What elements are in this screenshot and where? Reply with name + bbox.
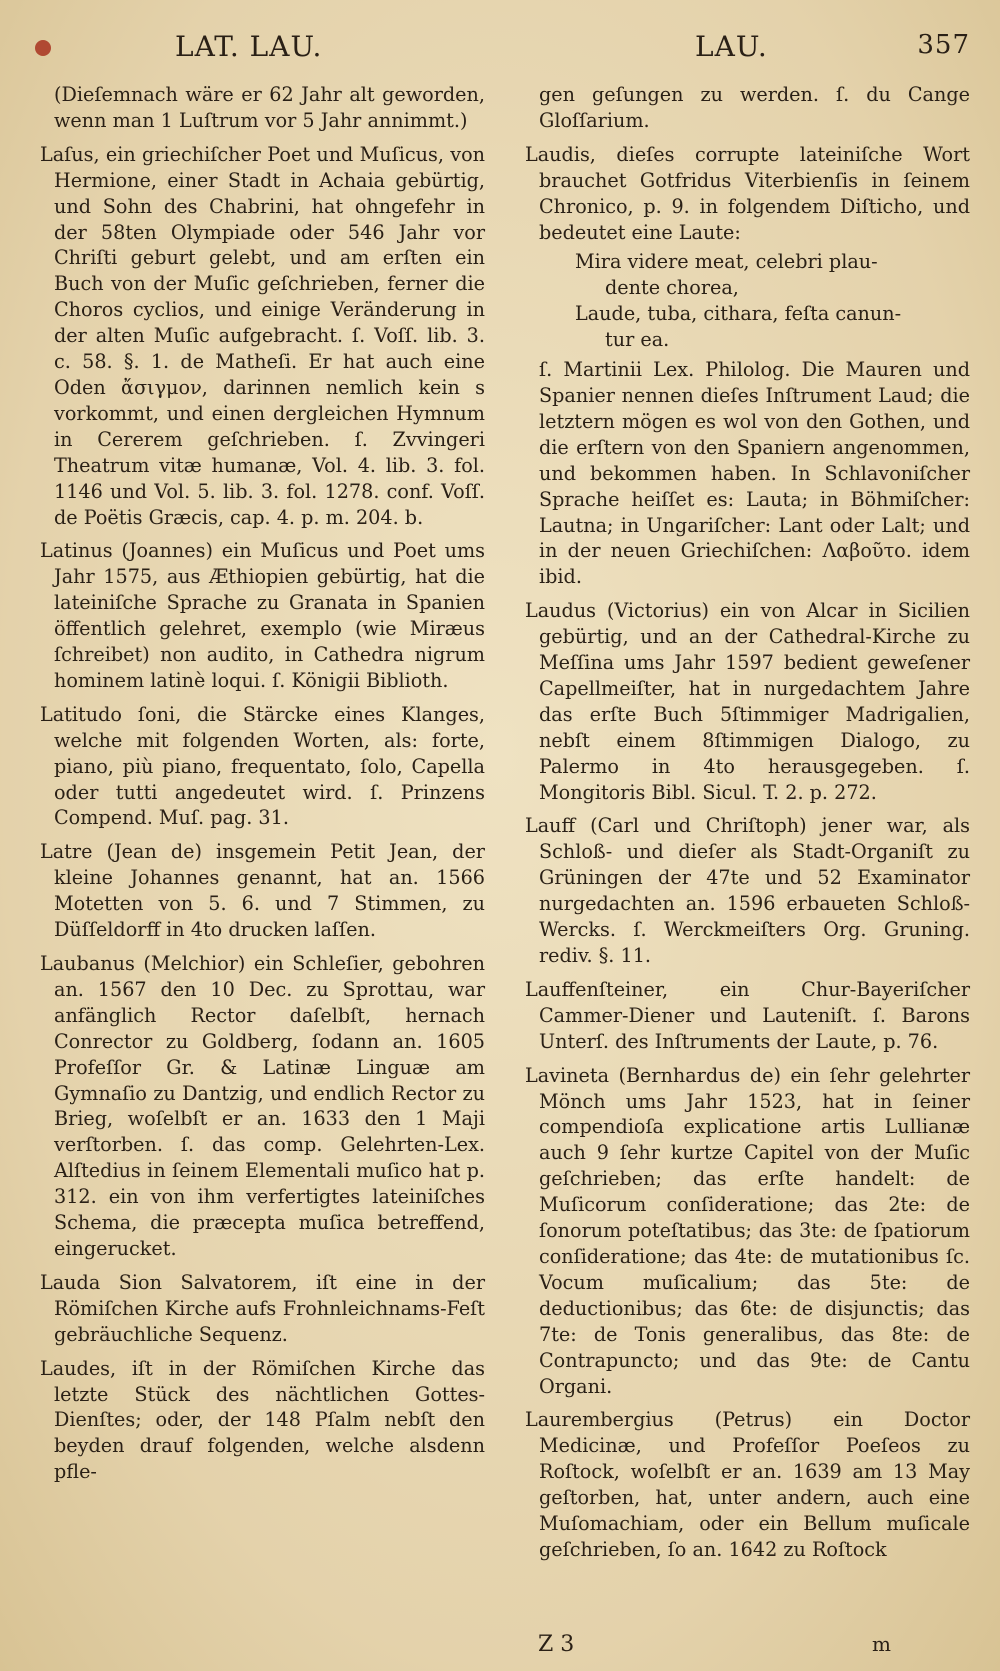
entry-laubanus: Laubanus (Melchior) ein Schleſier, gebohren an. 1567 den 10 Dec. zu Sprottau, war anfänglich Rector daſelbſt, hernach Conrector zu Goldberg, ſodann an. 1605 Profeſſor Gr. & Latinæ Linguæ am Gymnaſio zu Dantzig, und endlich Rector zu Brieg, woſelbſt er an. 1633 den 1 Maji verſtorben. ſ. das comp. Gelehrten-Lex. Alſtedius in ſeinem Elementali muſico hat p. 312. ein von ihm verfertigtes lateiniſches Schema, die præcepta muſica betreffend, eingerucket.	[40, 952, 485, 1260]
right-column	[525, 82, 970, 1571]
catchword: m	[872, 1632, 891, 1656]
entry-laudis: Laudis, dieſes corrupte lateiniſche Wort brauchet Gotfridus Viterbienſis in ſeinem Chronico, p. 9. in folgendem Diſticho, und bedeutet eine Laute:	[525, 142, 970, 244]
entry-continuation: gen geſungen zu werden. ſ. du Cange Gloſſarium.	[539, 83, 970, 132]
entry-laudus: Laudus (Victorius) ein von Alcar in Sicilien gebürtig, und an der Cathedral-Kirche zu Meſſina ums Jahr 1597 bedient geweſener Capellmeiſter, hat in nurgedachtem Jahre das erſte Buch 5ſtimmiger Madrigalien, nebſt einem 8ſtimmigen Dialogo, zu Palermo in 4to herausgegeben. ſ. Mongitoris Bibl. Sicul. T. 2. p. 272.	[525, 599, 970, 804]
left-column	[40, 82, 485, 1493]
header-left: LAT. LAU.	[175, 30, 323, 63]
verse-line: tur ea.	[605, 328, 670, 352]
verse-line: Laude, tuba, cithara, feſta canun-	[575, 302, 902, 326]
entry-latitudo-soni: Latitudo ſoni, die Stärcke eines Klanges, welche mit folgenden Worten, als: forte, piano, più piano, frequentato, ſolo, Capella oder tutti angedeutet wird. ſ. Prinzens Compend. Muſ. pag. 31.	[40, 702, 485, 830]
entry-laudes: Laudes, iſt in der Römiſchen Kirche das letzte Stück des nächtlichen Gottes-Dienſtes; oder, der 148 Pſalm nebſt den beyden drauf folgenden, welche alsdenn pfle-	[40, 1356, 485, 1484]
entry-latre: Latre (Jean de) insgemein Petit Jean, der kleine Johannes genannt, hat an. 1566 Motetten von 5. 6. und 7 Stimmen, zu Düſſeldorff in 4to drucken laſſen.	[40, 840, 485, 942]
verse-line: dente chorea,	[605, 276, 739, 300]
entry-latinus: Latinus (Joannes) ein Muſicus und Poet ums Jahr 1575, aus Æthiopien gebürtig, hat die lateiniſche Sprache zu Granata in Spanien öffentlich gelehret, exemplo (wie Miræus ſchreibet) non audito, in Cathedra nigrum hominem latinè loqui. ſ. Königii Biblioth.	[40, 539, 485, 692]
entry-lauffensteiner: Lauffenſteiner, ein Chur-Bayeriſcher Cammer-Diener und Lauteniſt. ſ. Barons Unterſ. des Inſtruments der Laute, p. 76.	[525, 977, 970, 1053]
entry-laudis-continuation: ſ. Martinii Lex. Philolog. Die Mauren und Spanier nennen dieſes Inſtrument Laud; die letztern mögen es wol von den Gothen, und die erſtern von den Spaniern angenommen, und bekommen haben. In Schlavoniſcher Sprache heiſſet es: Lauta; in Böhmiſcher: Lautna; in Ungariſcher: Lant oder Lalt; und in der neuen Griechiſchen: Λαβοῦτο. idem ibid.	[539, 358, 970, 589]
entry-lauda-sion: Lauda Sion Salvatorem, iſt eine in der Römiſchen Kirche aufs Frohnleichnams-Feſt gebräuchliche Sequenz.	[40, 1270, 485, 1346]
entry-lasus: Laſus, ein griechiſcher Poet und Muſicus, von Hermione, einer Stadt in Achaia gebürtig, und Sohn des Chabrini, hat ohngefehr in der 58ten Olympiade oder 546 Jahr vor Chriſti geburt gelebt, und am erſten ein Buch von der Muſic geſchrieben, ferner die Choros cyclios, und einige Veränderung in der alten Muſic aufgebracht. ſ. Voſſ. lib. 3. c. 58. §. 1. de Matheſi. Er hat auch eine Oden ἄσιγμον, darinnen nemlich kein s vorkommt, und einen dergleichen Hymnum in Cererem geſchrieben. ſ. Zvvingeri Theatrum vitæ humanæ, Vol. 4. lib. 3. fol. 1146 und Vol. 5. lib. 3. fol. 1278. conf. Voſſ. de Poëtis Græcis, cap. 4. p. m. 204. b.	[40, 142, 485, 529]
entry-lauff: Lauff (Carl und Chriſtoph) jener war, als Schloß- und dieſer als Stadt-Organiſt zu Grüningen der 47te und 52 Examinator nurgedachten an. 1596 erbaueten Schloß-Wercks. ſ. Werckmeiſters Org. Gruning. rediv. §. 11.	[525, 814, 970, 967]
verse-line: Mira videre meat, celebri plau-	[575, 250, 878, 274]
verse-quotation	[525, 249, 970, 353]
entry-laurembergius: Laurembergius (Petrus) ein Doctor Medicinæ, und Profeſſor Poeſeos zu Roſtock, woſelbſt er an. 1639 am 13 May geſtorben, hat, unter andern, auch eine Muſomachiam, oder ein Bellum muſicale geſchrieben, ſo an. 1642 zu Roſtock	[525, 1408, 970, 1561]
running-header	[40, 30, 970, 70]
page-number: 357	[917, 30, 970, 60]
signature-mark: Z 3	[538, 1632, 575, 1657]
entry-continuation: (Dieſemnach wäre er 62 Jahr alt geworden, wenn man 1 Luſtrum vor 5 Jahr annimmt.)	[54, 83, 485, 132]
entry-lavineta: Lavineta (Bernhardus de) ein ſehr gelehrter Mönch ums Jahr 1523, hat in ſeiner compendioſa explicatione artis Lullianæ auch 9 ſehr kurtze Capitel von der Muſic geſchrieben; das erſte handelt: de Muſicorum conſideratione; das 2te: de ſonorum poteſtatibus; das 3te: de ſpatiorum conſideratione; das 4te: de mutationibus ſc. Vocum muſicalium; das 5te: de deductionibus; das 6te: de disjunctis; das 7te: de Tonis generalibus, das 8te: de Contrapuncto; und das 9te: de Cantu Organi.	[525, 1063, 970, 1398]
header-center: LAU.	[695, 30, 768, 63]
text-columns	[40, 82, 970, 1622]
